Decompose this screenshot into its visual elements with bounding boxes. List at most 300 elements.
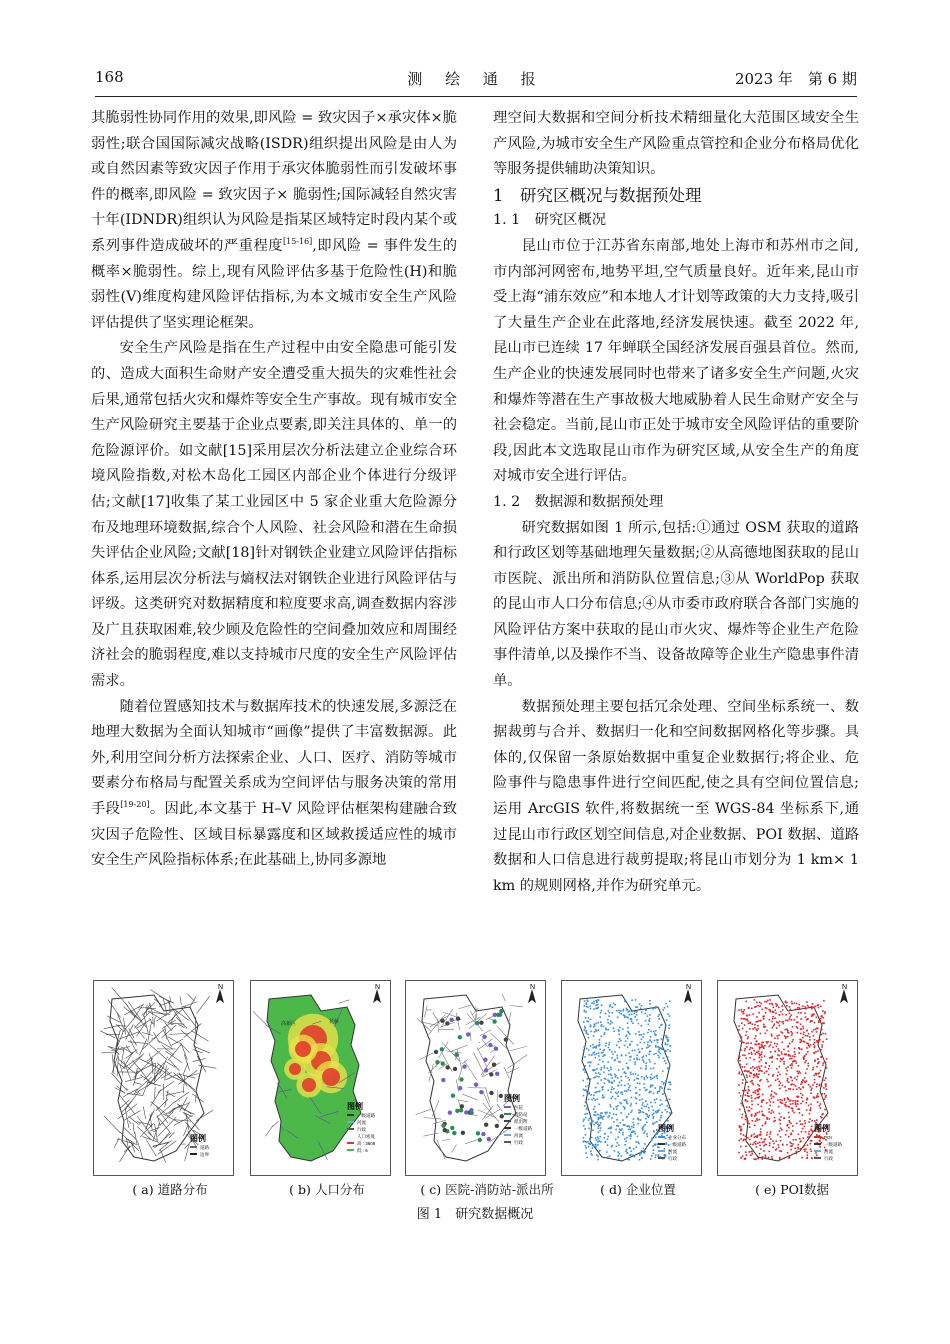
facility-point xyxy=(495,1124,499,1128)
poi-point xyxy=(743,1013,745,1015)
poi-point xyxy=(754,1125,756,1127)
poi-point xyxy=(763,1024,765,1026)
enterprise-point xyxy=(606,1151,608,1153)
enterprise-point xyxy=(598,1045,600,1047)
poi-point xyxy=(825,1083,827,1085)
enterprise-point xyxy=(634,1063,636,1065)
poi-point xyxy=(738,1057,740,1059)
poi-point xyxy=(753,1074,755,1076)
poi-point xyxy=(742,1090,744,1092)
enterprise-point xyxy=(617,1077,619,1079)
citation: [19-20] xyxy=(120,800,150,810)
enterprise-point xyxy=(619,1027,621,1029)
enterprise-point xyxy=(639,1159,641,1161)
poi-point xyxy=(791,1041,793,1043)
poi-point xyxy=(757,1135,759,1137)
poi-point xyxy=(767,1000,769,1002)
poi-point xyxy=(758,1085,760,1087)
enterprise-point xyxy=(624,1045,626,1047)
enterprise-point xyxy=(664,1148,666,1150)
enterprise-point xyxy=(608,1047,610,1049)
poi-point xyxy=(765,1062,767,1064)
svg-text:N: N xyxy=(842,984,848,991)
enterprise-point xyxy=(584,1128,586,1130)
enterprise-point xyxy=(619,1047,621,1049)
enterprise-point xyxy=(597,1114,599,1116)
poi-point xyxy=(806,1152,808,1154)
poi-point xyxy=(824,1109,826,1111)
poi-point xyxy=(741,1036,743,1038)
poi-point xyxy=(800,1140,802,1142)
enterprise-point xyxy=(599,1136,601,1138)
poi-point xyxy=(770,1041,772,1043)
enterprise-point xyxy=(655,1112,657,1114)
enterprise-point xyxy=(596,1068,598,1070)
enterprise-point xyxy=(592,1053,594,1055)
poi-point xyxy=(747,1095,749,1097)
enterprise-point xyxy=(630,1154,632,1156)
poi-point xyxy=(818,1076,820,1078)
enterprise-point xyxy=(653,1113,655,1115)
enterprise-point xyxy=(667,1067,669,1069)
enterprise-point xyxy=(667,1041,669,1043)
enterprise-point xyxy=(659,1119,661,1121)
enterprise-point xyxy=(650,1031,652,1033)
enterprise-point xyxy=(642,1059,644,1061)
enterprise-point xyxy=(589,1138,591,1140)
poi-point xyxy=(754,1136,756,1138)
caption-b: ( b) 人口分布 xyxy=(289,1182,365,1197)
enterprise-point xyxy=(613,1003,615,1005)
poi-point xyxy=(765,1138,767,1140)
poi-point xyxy=(772,1016,774,1018)
poi-point xyxy=(817,1093,819,1095)
enterprise-point xyxy=(630,1112,632,1114)
poi-point xyxy=(819,1140,821,1142)
poi-point xyxy=(742,1155,744,1157)
enterprise-point xyxy=(589,1005,591,1007)
enterprise-point xyxy=(663,1009,665,1011)
poi-point xyxy=(807,1005,809,1007)
enterprise-point xyxy=(594,1051,596,1053)
poi-point xyxy=(740,1157,742,1159)
poi-point xyxy=(771,1098,773,1100)
facility-point xyxy=(484,1068,488,1072)
enterprise-point xyxy=(665,1026,667,1028)
enterprise-point xyxy=(621,1093,623,1095)
poi-point xyxy=(800,1033,802,1035)
poi-point xyxy=(803,1031,805,1033)
enterprise-point xyxy=(650,1158,652,1160)
enterprise-point xyxy=(598,1131,600,1133)
poi-point xyxy=(799,1041,801,1043)
enterprise-point xyxy=(629,1014,631,1016)
poi-point xyxy=(817,1005,819,1007)
poi-point xyxy=(754,1115,756,1117)
enterprise-point xyxy=(618,1158,620,1160)
enterprise-point xyxy=(629,1033,631,1035)
poi-point xyxy=(754,1090,756,1092)
poi-point xyxy=(816,1031,818,1033)
poi-point xyxy=(751,1134,753,1136)
poi-point xyxy=(800,1103,802,1105)
enterprise-point xyxy=(637,1078,639,1080)
north-arrow-icon xyxy=(840,984,848,1003)
enterprise-point xyxy=(668,1082,670,1084)
facility-point xyxy=(451,1093,455,1097)
poi-point xyxy=(822,1017,824,1019)
poi-point xyxy=(751,1053,753,1055)
enterprise-point xyxy=(617,1095,619,1097)
enterprise-point xyxy=(669,1098,671,1100)
poi-point xyxy=(761,1057,763,1059)
enterprise-point xyxy=(616,1108,618,1110)
poi-point xyxy=(785,1014,787,1016)
enterprise-point xyxy=(593,1003,595,1005)
enterprise-point xyxy=(597,1124,599,1126)
svg-text:一级道路: 一级道路 xyxy=(357,1113,375,1118)
poi-point xyxy=(756,1002,758,1004)
enterprise-point xyxy=(628,1125,630,1127)
enterprise-point xyxy=(635,1011,637,1013)
poi-point xyxy=(751,1115,753,1117)
poi-point xyxy=(756,1076,758,1078)
poi-point xyxy=(798,1071,800,1073)
enterprise-point xyxy=(584,1105,586,1107)
enterprise-point xyxy=(624,1090,626,1092)
poi-point xyxy=(775,1140,777,1142)
poi-point xyxy=(784,1099,786,1101)
enterprise-point xyxy=(632,1130,634,1132)
poi-point xyxy=(751,1097,753,1099)
enterprise-point xyxy=(661,1088,663,1090)
poi-point xyxy=(738,1029,740,1031)
enterprise-point xyxy=(599,1150,601,1152)
poi-point xyxy=(764,1026,766,1028)
poi-point xyxy=(789,1006,791,1008)
enterprise-point xyxy=(645,1062,647,1064)
enterprise-point xyxy=(584,1065,586,1067)
poi-point xyxy=(820,1006,822,1008)
enterprise-point xyxy=(632,1073,634,1075)
enterprise-point xyxy=(584,1071,586,1073)
poi-point xyxy=(769,1133,771,1135)
enterprise-point xyxy=(649,1018,651,1020)
poi-point xyxy=(774,1092,776,1094)
enterprise-point xyxy=(585,1145,587,1147)
poi-point xyxy=(771,1061,773,1063)
enterprise-point xyxy=(654,1063,656,1065)
facility-point xyxy=(481,1132,485,1136)
enterprise-point xyxy=(646,1106,648,1108)
enterprise-point xyxy=(669,1089,671,1091)
enterprise-point xyxy=(594,1077,596,1079)
poi-point xyxy=(793,1139,795,1141)
poi-point xyxy=(820,1057,822,1059)
poi-point xyxy=(771,1034,773,1036)
svg-text:消防站: 消防站 xyxy=(514,1112,528,1117)
poi-point xyxy=(820,1016,822,1018)
poi-point xyxy=(757,1142,759,1144)
enterprise-point xyxy=(666,1111,668,1113)
poi-point xyxy=(741,1009,743,1011)
poi-point xyxy=(795,1148,797,1150)
poi-point xyxy=(788,1050,790,1052)
density-hotspot xyxy=(289,1063,301,1075)
poi-point xyxy=(746,1031,748,1033)
poi-point xyxy=(809,1046,811,1048)
facility-point xyxy=(466,1032,470,1036)
enterprise-point xyxy=(602,1056,604,1058)
poi-point xyxy=(762,1042,764,1044)
enterprise-point xyxy=(595,1144,597,1146)
poi-point xyxy=(775,1009,777,1011)
poi-point xyxy=(792,1033,794,1035)
figure-1 xyxy=(93,980,859,1170)
enterprise-point xyxy=(635,1087,637,1089)
poi-point xyxy=(788,1088,790,1090)
enterprise-point xyxy=(630,1072,632,1074)
enterprise-point xyxy=(635,1092,637,1094)
poi-point xyxy=(782,1032,784,1034)
poi-point xyxy=(825,1095,827,1097)
poi-point xyxy=(756,1136,758,1138)
enterprise-point xyxy=(585,1147,587,1149)
enterprise-point xyxy=(665,1035,667,1037)
poi-point xyxy=(785,1029,787,1031)
enterprise-point xyxy=(621,1103,623,1105)
enterprise-point xyxy=(639,1083,641,1085)
enterprise-point xyxy=(626,1137,628,1139)
enterprise-point xyxy=(595,1004,597,1006)
poi-point xyxy=(807,1051,809,1053)
poi-point xyxy=(792,1110,794,1112)
poi-point xyxy=(808,1133,810,1135)
enterprise-point xyxy=(652,1117,654,1119)
poi-point xyxy=(762,1141,764,1143)
poi-point xyxy=(782,1085,784,1087)
enterprise-point xyxy=(600,1021,602,1023)
enterprise-point xyxy=(627,1047,629,1049)
enterprise-point xyxy=(593,1026,595,1028)
enterprise-point xyxy=(584,1056,586,1058)
poi-point xyxy=(745,1090,747,1092)
poi-point xyxy=(809,1136,811,1138)
enterprise-point xyxy=(665,1062,667,1064)
enterprise-point xyxy=(594,1111,596,1113)
enterprise-point xyxy=(659,1088,661,1090)
poi-point xyxy=(740,1064,742,1066)
poi-point xyxy=(768,1157,770,1159)
enterprise-point xyxy=(631,1097,633,1099)
poi-point xyxy=(795,1103,797,1105)
enterprise-point xyxy=(656,1121,658,1123)
poi-point xyxy=(784,1054,786,1056)
enterprise-point xyxy=(662,1071,664,1073)
enterprise-point xyxy=(644,1087,646,1089)
poi-point xyxy=(782,1014,784,1016)
enterprise-point xyxy=(647,1046,649,1048)
enterprise-point xyxy=(603,1071,605,1073)
poi-point xyxy=(784,1086,786,1088)
enterprise-point xyxy=(623,1124,625,1126)
enterprise-point xyxy=(663,1019,665,1021)
enterprise-point xyxy=(665,1044,667,1046)
enterprise-point xyxy=(607,1144,609,1146)
enterprise-point xyxy=(630,1018,632,1020)
enterprise-point xyxy=(651,1074,653,1076)
enterprise-point xyxy=(649,1039,651,1041)
svg-text:河流: 河流 xyxy=(668,1149,677,1154)
enterprise-point xyxy=(583,1005,585,1007)
poi-point xyxy=(805,1053,807,1055)
enterprise-point xyxy=(650,1091,652,1093)
enterprise-point xyxy=(616,1044,618,1046)
enterprise-point xyxy=(634,1061,636,1063)
poi-point xyxy=(749,1022,751,1024)
poi-point xyxy=(808,1033,810,1035)
facility-point xyxy=(483,1057,487,1061)
page-header xyxy=(95,68,857,92)
poi-point xyxy=(801,1157,803,1159)
poi-point xyxy=(755,1053,757,1055)
enterprise-point xyxy=(653,1031,655,1033)
poi-point xyxy=(759,1153,761,1155)
poi-point xyxy=(795,1009,797,1011)
enterprise-point xyxy=(653,1067,655,1069)
enterprise-point xyxy=(627,1083,629,1085)
citation: [15-16] xyxy=(282,237,313,247)
poi-point xyxy=(814,1039,816,1041)
enterprise-point xyxy=(616,1093,618,1095)
enterprise-point xyxy=(637,1082,639,1084)
enterprise-point xyxy=(651,1106,653,1108)
poi-point xyxy=(771,1110,773,1112)
enterprise-point xyxy=(645,1113,647,1115)
enterprise-point xyxy=(592,1129,594,1131)
poi-point xyxy=(770,1011,772,1013)
enterprise-point xyxy=(634,1131,636,1133)
poi-point xyxy=(797,1007,799,1009)
enterprise-point xyxy=(648,1029,650,1031)
enterprise-point xyxy=(594,1031,596,1033)
enterprise-point xyxy=(607,1067,609,1069)
poi-point xyxy=(784,1098,786,1100)
poi-point xyxy=(817,1050,819,1052)
enterprise-point xyxy=(588,1119,590,1121)
enterprise-point xyxy=(587,1000,589,1002)
enterprise-point xyxy=(665,1109,667,1111)
enterprise-point xyxy=(583,1119,585,1121)
enterprise-point xyxy=(588,1099,590,1101)
enterprise-point xyxy=(658,1051,660,1053)
poi-point xyxy=(754,1027,756,1029)
poi-point xyxy=(756,1146,758,1148)
enterprise-point xyxy=(629,1010,631,1012)
poi-point xyxy=(761,1106,763,1108)
enterprise-point xyxy=(651,1137,653,1139)
poi-point xyxy=(742,1054,744,1056)
enterprise-point xyxy=(627,1159,629,1161)
enterprise-point xyxy=(643,1132,645,1134)
svg-text:河流: 河流 xyxy=(514,1133,523,1138)
poi-point xyxy=(783,1063,785,1065)
enterprise-point xyxy=(648,1053,650,1055)
enterprise-point xyxy=(640,1152,642,1154)
enterprise-point xyxy=(667,1006,669,1008)
enterprise-point xyxy=(610,1069,612,1071)
enterprise-point xyxy=(618,1091,620,1093)
poi-point xyxy=(810,1129,812,1131)
enterprise-point xyxy=(617,1136,619,1138)
poi-point xyxy=(807,1063,809,1065)
poi-point xyxy=(787,1152,789,1154)
enterprise-point xyxy=(601,1067,603,1069)
enterprise-point xyxy=(662,1093,664,1095)
enterprise-point xyxy=(642,1036,644,1038)
poi-point xyxy=(741,1066,743,1068)
svg-text:道路: 道路 xyxy=(200,1145,209,1150)
poi-point xyxy=(777,1099,779,1101)
svg-text:边界: 边界 xyxy=(200,1152,209,1157)
poi-point xyxy=(784,1035,786,1037)
enterprise-point xyxy=(628,1129,630,1131)
poi-point xyxy=(785,1134,787,1136)
poi-point xyxy=(824,1098,826,1100)
enterprise-point xyxy=(621,1054,623,1056)
enterprise-point xyxy=(651,1155,653,1157)
poi-point xyxy=(778,1007,780,1009)
poi-point xyxy=(752,1023,754,1025)
poi-point xyxy=(783,1023,785,1025)
poi-point xyxy=(779,1113,781,1115)
enterprise-point xyxy=(591,1137,593,1139)
enterprise-point xyxy=(649,1020,651,1022)
poi-point xyxy=(758,1093,760,1095)
enterprise-point xyxy=(599,1124,601,1126)
enterprise-point xyxy=(612,1096,614,1098)
poi-point xyxy=(746,1076,748,1078)
enterprise-point xyxy=(638,1059,640,1061)
enterprise-point xyxy=(657,1146,659,1148)
enterprise-point xyxy=(636,1059,638,1061)
enterprise-point xyxy=(610,1073,612,1075)
enterprise-point xyxy=(653,1054,655,1056)
poi-point xyxy=(804,1150,806,1152)
enterprise-point xyxy=(609,1042,611,1044)
enterprise-point xyxy=(602,1094,604,1096)
enterprise-point xyxy=(595,1072,597,1074)
enterprise-point xyxy=(585,1031,587,1033)
enterprise-point xyxy=(645,1068,647,1070)
north-arrow-icon xyxy=(528,984,536,1003)
poi-point xyxy=(754,1092,756,1094)
poi-point xyxy=(814,1082,816,1084)
enterprise-point xyxy=(586,1003,588,1005)
map-panel-enterprise xyxy=(561,980,702,1176)
enterprise-point xyxy=(631,999,633,1001)
poi-point xyxy=(753,1142,755,1144)
poi-point xyxy=(738,1009,740,1011)
poi-point xyxy=(745,1119,747,1121)
poi-point xyxy=(754,1038,756,1040)
enterprise-point xyxy=(635,1033,637,1035)
poi-point xyxy=(768,1074,770,1076)
poi-point xyxy=(785,1036,787,1038)
enterprise-point xyxy=(633,1148,635,1150)
enterprise-point xyxy=(590,1008,592,1010)
enterprise-point xyxy=(594,1069,596,1071)
